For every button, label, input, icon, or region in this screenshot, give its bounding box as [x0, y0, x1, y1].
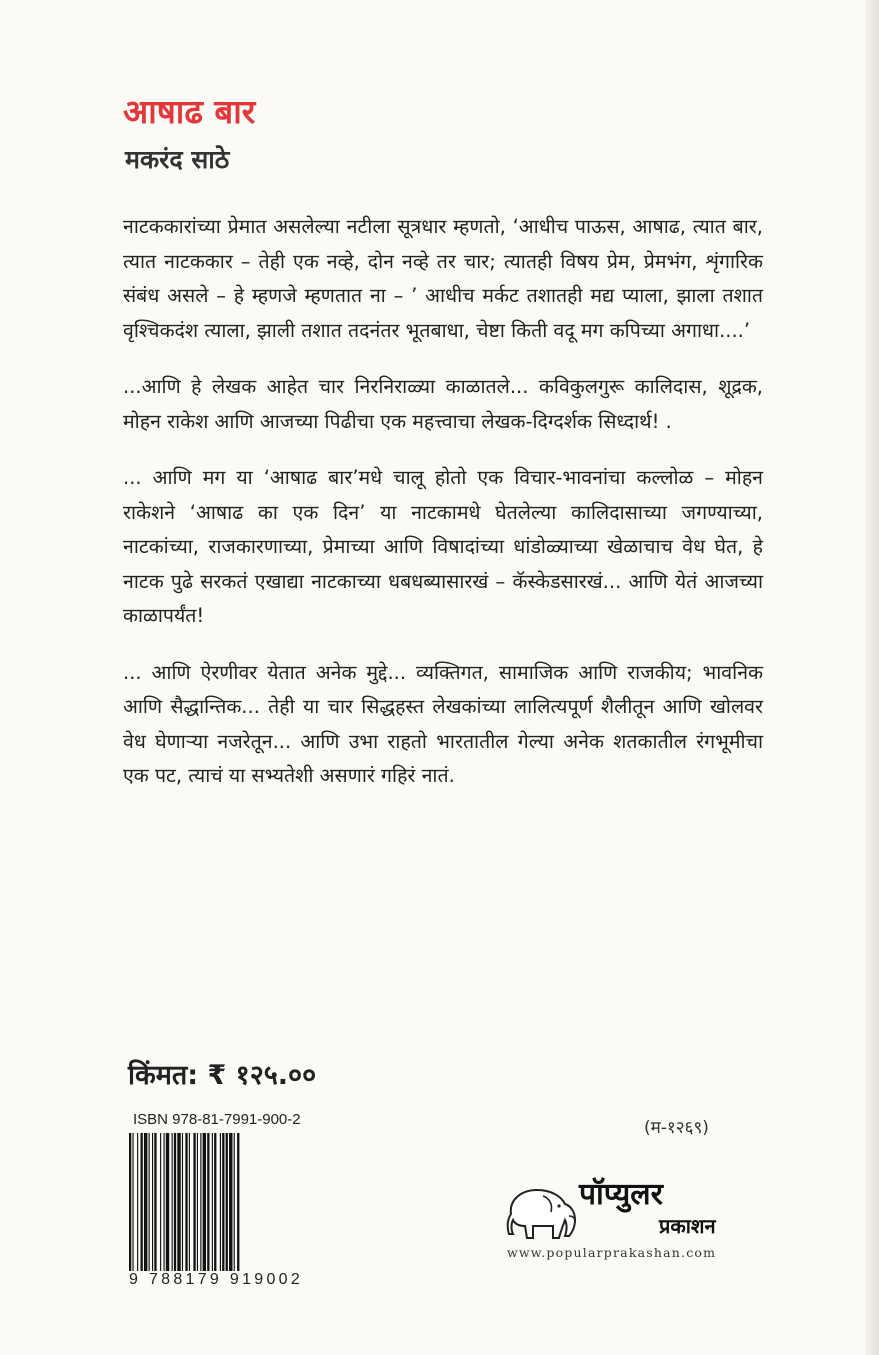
barcode-bar [182, 1133, 183, 1283]
barcode-digits: 9 788179 919002 [129, 1271, 337, 1289]
blurb [123, 210, 763, 816]
publisher-name: पॉप्युलर [579, 1177, 663, 1212]
barcode-bar [174, 1133, 176, 1283]
barcode-bar [164, 1133, 165, 1283]
publisher-website: www.popularprakashan.com [507, 1245, 717, 1260]
isbn-label: ISBN 978-81-7991-900-2 [133, 1111, 301, 1128]
barcode-bar [229, 1133, 232, 1283]
catalog-code: (म-१२६९) [644, 1118, 709, 1138]
barcode-bar [172, 1133, 173, 1283]
barcode-bar [193, 1133, 195, 1283]
barcode-bar [149, 1133, 150, 1283]
barcode-bar [222, 1133, 224, 1283]
barcode-bar [154, 1133, 156, 1283]
barcode-bar [160, 1133, 161, 1283]
blurb-paragraph-3: ... आणि मग या ‘आषाढ बार’मधे चालू होतो एक विचार-भावनांचा कल्लोळ – मोहन राकेशने ‘आषाढ का एक दिन’ या नाटकामधे घेतलेल्या कालिदासाच्या जगण्याच्या, नाटकांच्या, राजकारणाच्या, प्रेमाच्या आणि विषादांच्या धांडोळ्याच्या खेळाचाच वेध घेत, हे नाटक पुढे सरकतं एखाद्या नाटकाच्या धबधब्यासारखं – कॅस्केडसारखं... आणि येतं आजच्या काळापर्यंत! [123, 466, 763, 627]
barcode-bar [166, 1133, 169, 1283]
barcode-bar [177, 1133, 180, 1283]
barcode-bar [234, 1133, 235, 1283]
publisher-logo [503, 1172, 765, 1242]
barcode-bar [214, 1133, 216, 1283]
blurb-paragraph-2: ...आणि हे लेखक आहेत चार निरनिराळ्या काळातले... कविकुलगुरू कालिदास, शूद्रक, मोहन राकेश आणि आजच्या पिढीचा एक महत्त्वाचा लेखक-दिग्दर्शक सिध्दार्थ! . [123, 375, 763, 433]
book-author: मकरंद साठे [125, 145, 230, 174]
barcode-bar [207, 1133, 209, 1283]
elephant-icon [503, 1172, 583, 1242]
blurb-paragraph-4: ... आणि ऐरणीवर येतात अनेक मुद्दे... व्यक्तिगत, सामाजिक आणि राजकीय; भावनिक आणि सैद्धान्तिक... तेही या चार सिद्धहस्त लेखकांच्या लालित्यपूर्ण शैलीतून आणि खोलवर वेध घेणाऱ्या नजरेतून... आणि उभा राहतो भारतातील गेल्या अनेक शतकातील रंगभूमीचा एक पट, त्याचं या सभ्यतेशी असणारं गहिरं नातं. [123, 660, 763, 787]
page-edge [865, 0, 879, 1355]
barcode-bar [203, 1133, 206, 1283]
barcode-bar [197, 1133, 198, 1283]
barcode-bar [220, 1133, 221, 1283]
blurb-paragraph-1: नाटककारांच्या प्रेमात असलेल्या नटीला सूत्रधार म्हणतो, ‘आधीच पाऊस, आषाढ, त्यात बार, त्यात नाटककार – तेही एक नव्हे, दोन नव्हे तर चार; त्यातही विषय प्रेम, प्रेमभंग, शृंगारिक संबंध असले – हे म्हणजे म्हणतात ना – ’ आधीच मर्कट तशातही मद्य प्याला, झाला तशात वृश्चिकदंश त्याला, झाली तशात तदनंतर भूतबाधा, चेष्टा किती वदू मग कपिच्या अगाधा....’ [123, 215, 763, 342]
price-label: किंमत: ₹ १२५.०० [128, 1060, 317, 1091]
barcode-bar [189, 1133, 190, 1283]
book-title: आषाढ बार [123, 92, 256, 131]
barcode [129, 1133, 337, 1283]
barcode-bar [129, 1133, 131, 1283]
barcode-bar [226, 1133, 228, 1283]
barcode-bar [152, 1133, 153, 1283]
barcode-bar [137, 1133, 138, 1283]
barcode-bar [144, 1133, 147, 1283]
barcode-bar [212, 1133, 213, 1283]
barcode-bar [185, 1133, 187, 1283]
barcode-bar [200, 1133, 201, 1283]
barcode-bar [237, 1133, 239, 1283]
barcode-bar [132, 1133, 133, 1283]
publisher-sub: प्रकाशन [659, 1214, 716, 1238]
barcode-bar [141, 1133, 143, 1283]
